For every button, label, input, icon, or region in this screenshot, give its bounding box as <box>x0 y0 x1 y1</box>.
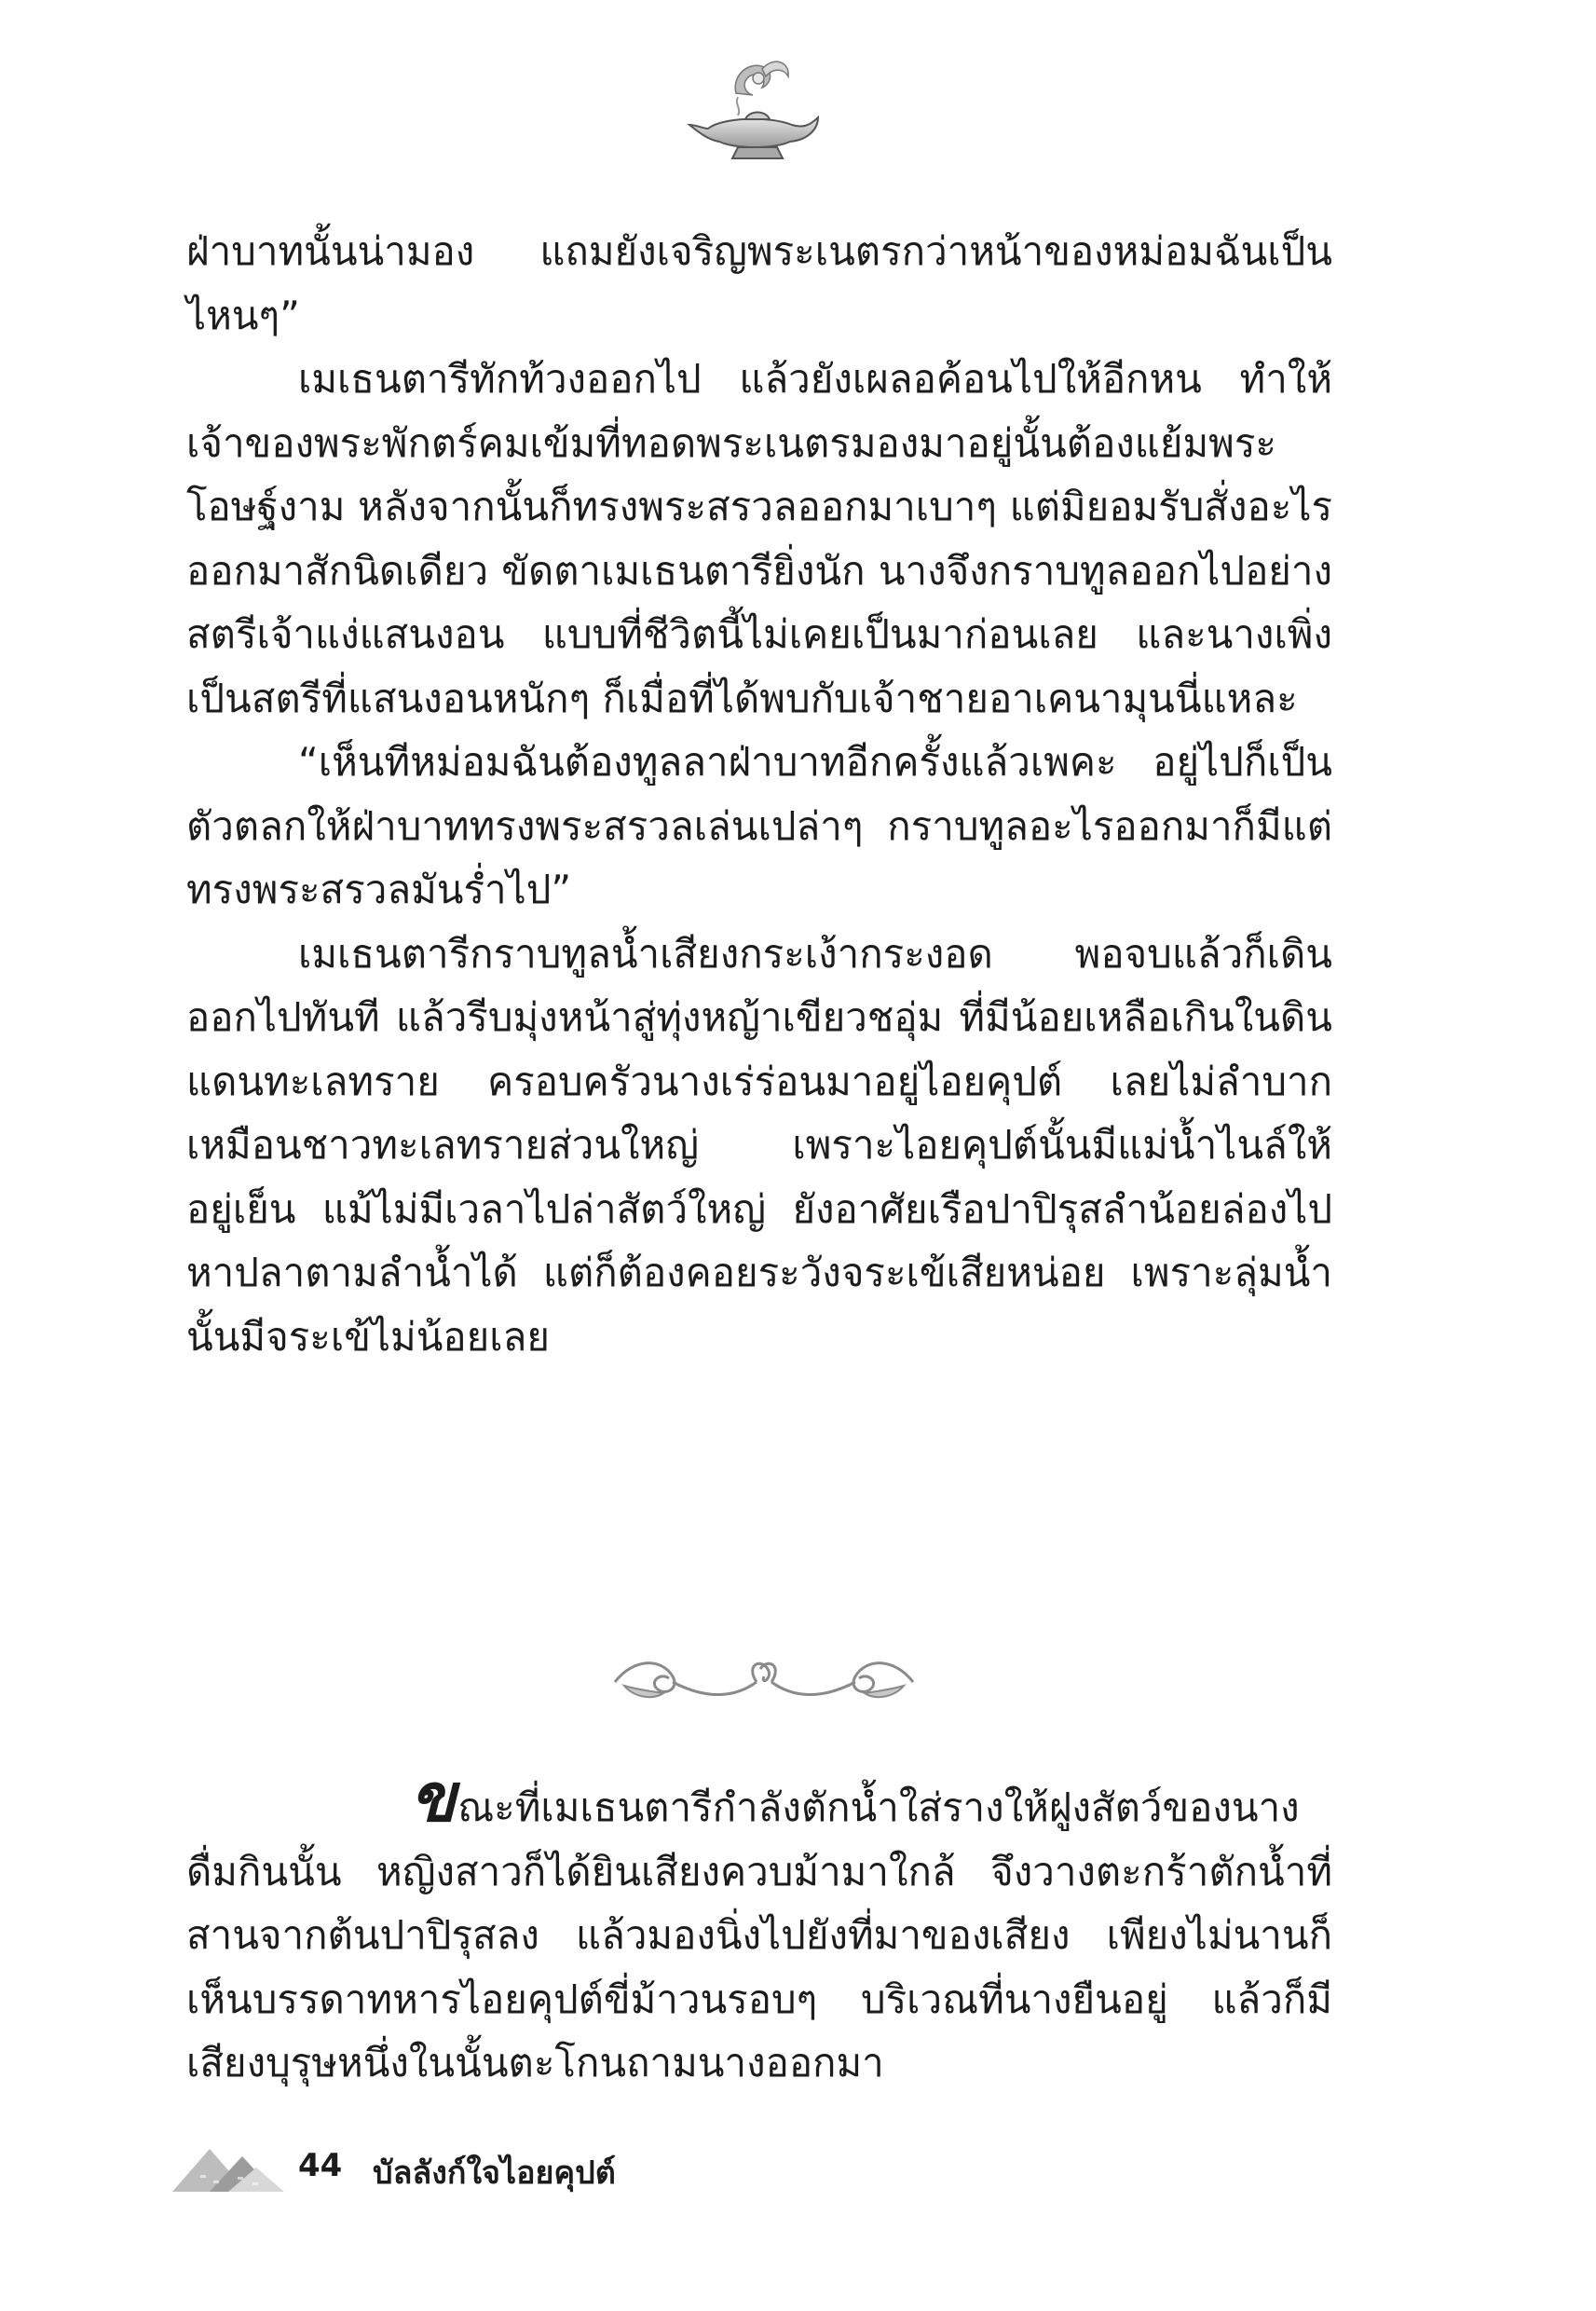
genie-lamp-icon <box>680 56 829 168</box>
paragraph-5-text: ณะที่เมเธนตารีกำลังตักน้ำใส่รางให้ฝูงสัตว์ของนางดื่มกินนั้น หญิงสาวก็ได้ยินเสียงควบม้ามาใกล้ จึงวางตะกร้าตักน้ำที่สานจากต้นปาปิรุสลง แล้วมองนิ่งไปยังที่มาของเสียง เพียงไม่นานก็เห็นบรรดาทหารไอยคุปต์ขี่ม้าวนรอบๆ บริเวณที่นางยืนอยู่ แล้วก็มีเสียงบุรุษหนึ่งในนั้นตะโกนถามนางออกมา <box>186 1785 1332 2085</box>
paragraph-2: เมเธนตารีทักท้วงออกไป แล้วยังเผลอค้อนไปให้อีกหน ทำให้เจ้าของพระพักตร์คมเข้มที่ทอดพระเนตรมองมาอยู่นั้นต้องแย้มพระโอษฐ์งาม หลังจากนั้นก็ทรงพระสรวลออกมาเบาๆ แต่มิยอมรับสั่งอะไรออกมาสักนิดเดียว ขัดตาเมเธนตารียิ่งนัก นางจึงกราบทูลออกไปอย่างสตรีเจ้าแง่แสนงอน แบบที่ชีวิตนี้ไม่เคยเป็นมาก่อนเลย และนางเพิ่งเป็นสตรีที่แสนงอนหนักๆ ก็เมื่อที่ได้พบกับเจ้าชายอาเคนามุนนี่แหละ <box>186 356 1332 721</box>
paragraph-1: ฝ่าบาทนั้นน่ามอง แถมยังเจริญพระเนตรกว่าหน้าของหม่อมฉันเป็นไหนๆ” <box>186 228 1332 338</box>
body-text-section-2 <box>186 1757 1332 2096</box>
scroll-flourish-icon <box>596 1645 932 1719</box>
page-number: 44 <box>298 2147 343 2184</box>
book-title: บัลลังก์ใจไอยคุปต์ <box>373 2154 616 2192</box>
paragraph-4: เมเธนตารีกราบทูลน้ำเสียงกระเง้ากระงอด พอจบแล้วก็เดินออกไปทันที แล้วรีบมุ่งหน้าสู่ทุ่งหญ้าเขียวชอุ่ม ที่มีน้อยเหลือเกินในดินแดนทะเลทราย ครอบครัวนางเร่ร่อนมาอยู่ไอยคุปต์ เลยไม่ลำบากเหมือนชาวทะเลทรายส่วนใหญ่ เพราะไอยคุปต์นั้นมีแม่น้ำไนล์ให้อยู่เย็น แม้ไม่มีเวลาไปล่าสัตว์ใหญ่ ยังอาศัยเรือปาปิรุสลำน้อยล่องไปหาปลาตามลำน้ำได้ แต่ก็ต้องคอยระวังจระเข้เสียหน่อย เพราะลุ่มน้ำนั้นมีจระเข้ไม่น้อยเลย <box>186 930 1332 1360</box>
page-footer <box>172 2143 918 2199</box>
paragraph-3: “เห็นทีหม่อมฉันต้องทูลลาฝ่าบาทอีกครั้งแล้วเพคะ อยู่ไปก็เป็นตัวตลกให้ฝ่าบาททรงพระสรวลเล่นเปล่าๆ กราบทูลอะไรออกมาก็มีแต่ทรงพระสรวลมันร่ำไป” <box>186 739 1332 912</box>
body-text-section-1 <box>186 220 1332 1369</box>
paragraph-5 <box>186 1757 1332 2096</box>
pyramid-mountain-icon <box>172 2143 284 2192</box>
drop-cap-letter: ข <box>410 1757 457 1837</box>
